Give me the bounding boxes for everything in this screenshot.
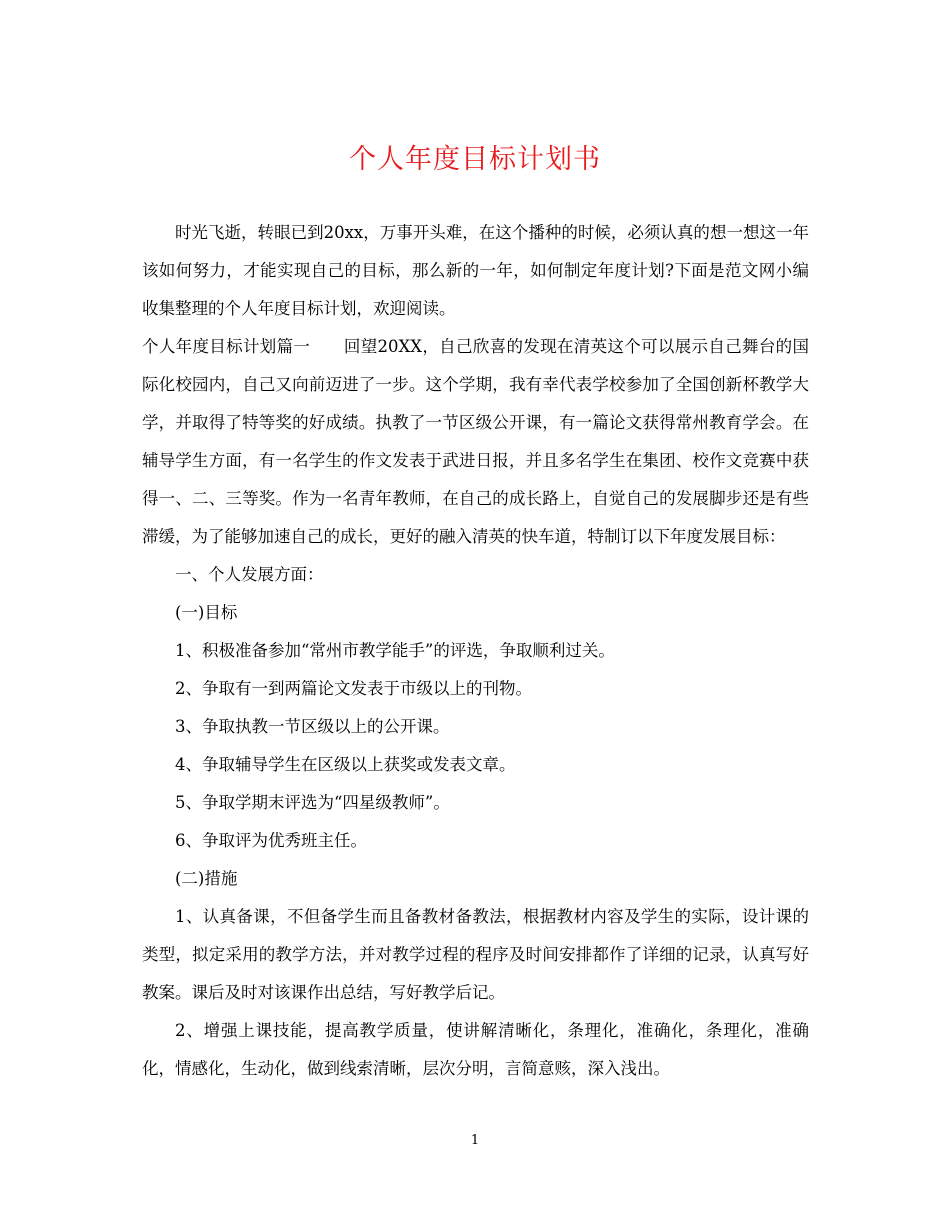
section-paragraph: 个人年度目标计划篇一 回望20XX，自己欣喜的发现在清英这个可以展示自己舞台的国际化校园内，自己又向前迈进了一步。这个学期，我有幸代表学校参加了全国创新杯教学大学，并取得了特等奖的好成绩。执教了一节区级公开课，有一篇论文获得常州教育学会。在辅导学生方面，有一名学生的作文发表于武进日报，并且多名学生在集团、校作文竞赛中获得一、二、三等奖。作为一名青年教师，在自己的成长路上，自觉自己的发展脚步还是有些滞缓，为了能够加速自己的成长，更好的融入清英的快车道，特制订以下年度发展目标： [142, 337, 809, 546]
subheading-goals: (一)目标 [175, 603, 238, 622]
page-number: 1 [470, 1133, 480, 1148]
goal-item: 6、争取评为优秀班主任。 [175, 831, 367, 850]
measure-item: 2、增强上课技能，提高教学质量，使讲解清晰化，条理化，准确化，条理化，准确化，情感化，生动化，做到线索清晰，层次分明，言简意赅，深入浅出。 [142, 1021, 809, 1078]
goal-item: 1、积极准备参加“常州市教学能手”的评选，争取顺利过关。 [175, 641, 615, 660]
goal-item: 4、争取辅导学生在区级以上获奖或发表文章。 [175, 755, 516, 774]
measure-item: 1、认真备课，不但备学生而且备教材备教法，根据教材内容及学生的实际，设计课的类型，拟定采用的教学方法，并对教学过程的程序及时间安排都作了详细的记录，认真写好教案。课后及时对该课作出总结，写好教学后记。 [142, 907, 809, 1002]
heading-personal-development: 一、个人发展方面： [175, 565, 324, 584]
goal-item: 5、争取学期末评选为“四星级教师”。 [175, 793, 450, 812]
document-title: 个人年度目标计划书 [349, 144, 601, 175]
intro-paragraph: 时光飞逝，转眼已到20xx，万事开头难，在这个播种的时候，必须认真的想一想这一年该如何努力，才能实现自己的目标，那么新的一年，如何制定年度计划?下面是范文网小编收集整理的个人年度目标计划，欢迎阅读。 [142, 223, 809, 318]
subheading-measures: (二)措施 [175, 869, 238, 888]
goal-item: 3、争取执教一节区级以上的公开课。 [175, 717, 450, 736]
document-body [142, 214, 809, 1088]
goal-item: 2、争取有一到两篇论文发表于市级以上的刊物。 [175, 679, 532, 698]
